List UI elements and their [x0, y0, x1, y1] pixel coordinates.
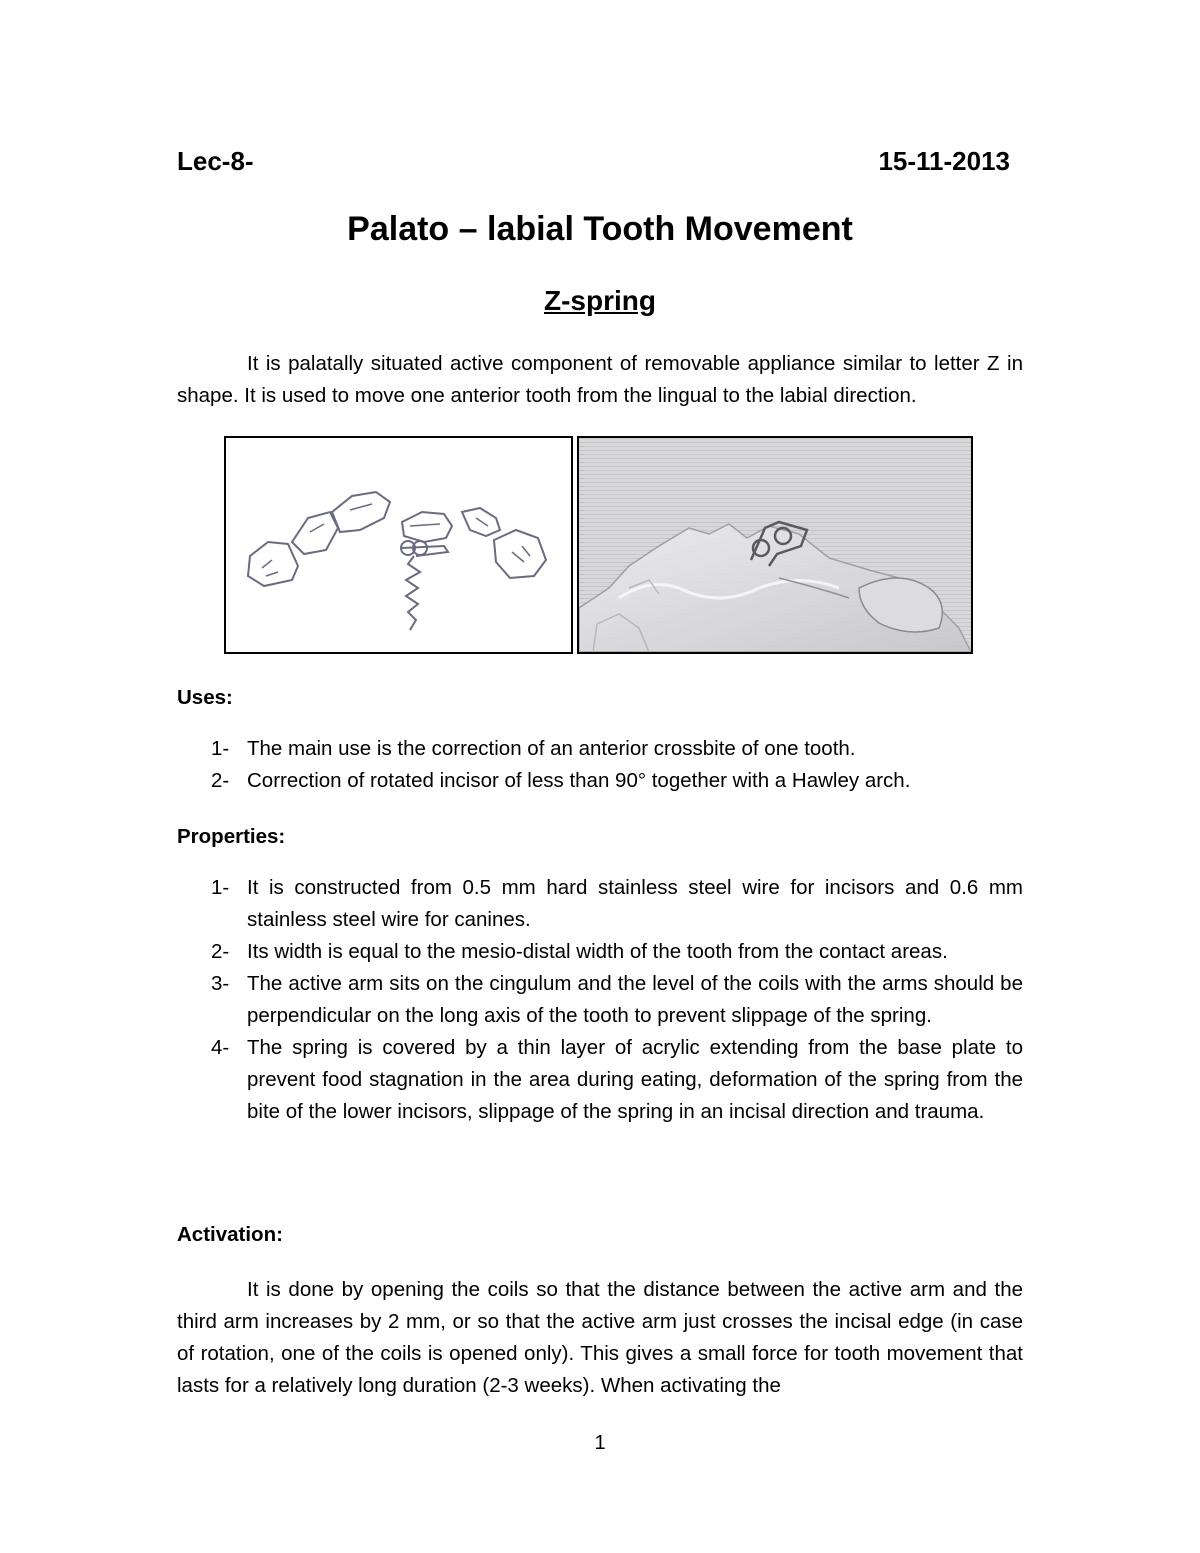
list-text: Its width is equal to the mesio-distal width of the tooth from the contact areas.	[247, 940, 948, 963]
page-number: 1	[594, 1432, 606, 1454]
activation-heading: Activation:	[177, 1223, 283, 1246]
section-title: Z-spring	[544, 285, 656, 316]
list-text: It is constructed from 0.5 mm hard stainless steel wire for incisors and 0.6 mm stainless steel wire for canines.	[247, 876, 1023, 931]
list-item	[177, 733, 1023, 765]
activation-paragraph: It is done by opening the coils so that the distance between the active arm and the third arm increases by 2 mm, or so that the active arm just crosses the incisal edge (in case of rotation, one of the coils is opened only). This gives a small force for tooth movement that lasts for a relatively long duration (2-3 weeks). When activating the	[177, 1278, 1023, 1397]
list-number: 4-	[211, 1036, 230, 1059]
list-text: Correction of rotated incisor of less than 90° together with a Hawley arch.	[247, 769, 911, 792]
properties-heading: Properties:	[177, 825, 286, 848]
uses-heading: Uses:	[177, 686, 233, 709]
list-text: The main use is the correction of an anterior crossbite of one tooth.	[247, 737, 856, 760]
list-number: 1-	[211, 737, 230, 760]
list-item	[177, 872, 1023, 936]
properties-list	[177, 872, 1023, 1128]
lecture-header	[177, 146, 1010, 177]
uses-list	[177, 733, 1023, 797]
page-title: Palato – labial Tooth Movement	[347, 210, 853, 248]
z-spring-photo	[577, 436, 973, 654]
list-item	[177, 936, 1023, 968]
list-item	[177, 968, 1023, 1032]
z-spring-sketch	[226, 438, 571, 652]
list-number: 1-	[211, 876, 230, 899]
list-number: 3-	[211, 972, 230, 995]
lecture-number: Lec-8-	[177, 146, 254, 176]
z-spring-diagram	[224, 436, 573, 654]
list-number: 2-	[211, 940, 230, 963]
list-item	[177, 1032, 1023, 1128]
list-text: The active arm sits on the cingulum and the level of the coils with the arms should be perpendicular on the long axis of the tooth to prevent slippage of the spring.	[247, 972, 1023, 1027]
lecture-date: 15-11-2013	[878, 146, 1010, 176]
list-number: 2-	[211, 769, 230, 792]
intro-paragraph: It is palatally situated active component of removable appliance similar to letter Z in shape. It is used to move one anterior tooth from the lingual to the labial direction.	[177, 352, 1023, 407]
appliance-photo	[579, 438, 971, 652]
list-item	[177, 765, 1023, 797]
figures-row	[224, 436, 976, 656]
list-text: The spring is covered by a thin layer of acrylic extending from the base plate to prevent food stagnation in the area during eating, deformation of the spring from the bite of the lower incisors, slippage of the spring in an incisal direction and trauma.	[247, 1036, 1023, 1123]
